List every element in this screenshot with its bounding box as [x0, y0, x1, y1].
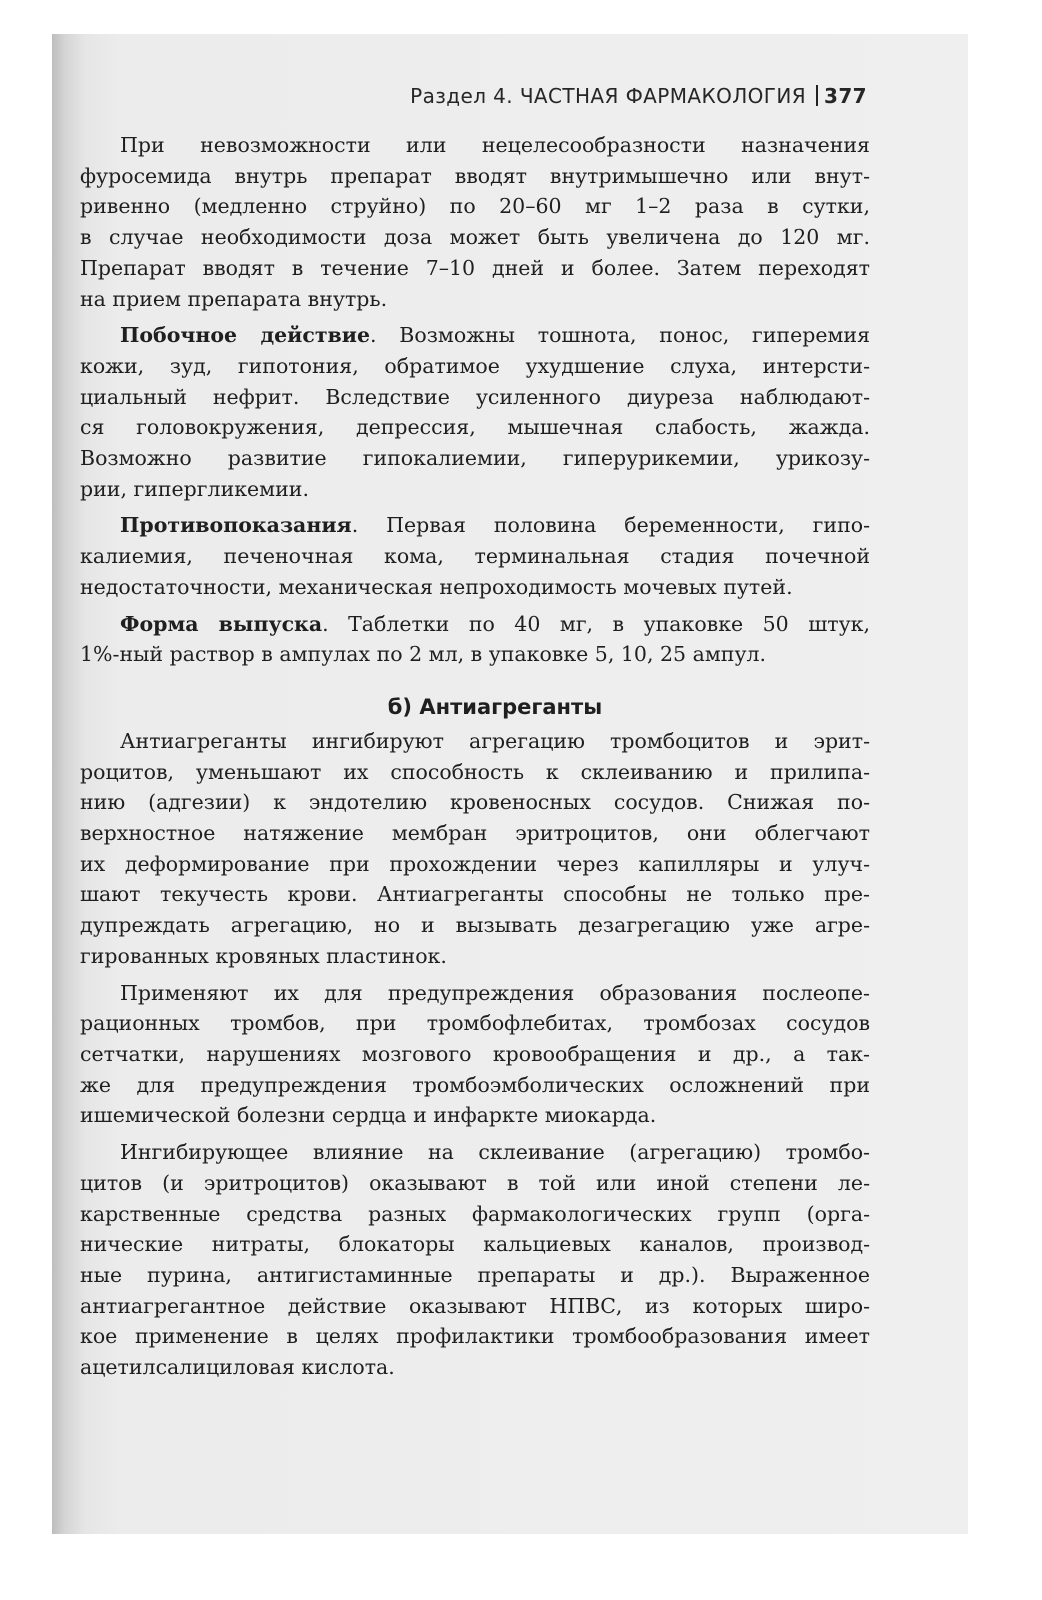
text-line: 1%-ный раствор в ампулах по 2 мл, в упаковке 5, 10, 25 ампул.: [80, 642, 767, 667]
page-number: 377: [824, 84, 867, 108]
text-line: Препарат вводят в течение 7–10 дней и более. Затем переходят: [80, 255, 870, 280]
paragraph-furosemide-administration: [80, 130, 870, 314]
text-line: недостаточности, механическая непроходимость мочевых путей.: [80, 574, 793, 599]
text-line: Ингибирующее влияние на склеивание (агрегацию) тромбо-: [120, 1140, 870, 1165]
paragraph-antiplatelet-intro: [80, 726, 870, 972]
scanned-page: [52, 34, 968, 1534]
text-line: ацетилсалициловая кислота.: [80, 1355, 395, 1380]
text-line: гированных кровяных пластинок.: [80, 943, 447, 968]
text-line: циальный нефрит. Вследствие усиленного диуреза наблюдают-: [80, 384, 870, 409]
text-line: нические нитраты, блокаторы кальциевых каналов, производ-: [80, 1232, 870, 1257]
text-line: [80, 510, 870, 541]
text-line: карственные средства разных фармакологических групп (орга-: [80, 1201, 870, 1226]
text-line: фуросемида внутрь препарат вводят внутримышечно или внут-: [80, 163, 870, 188]
text-line: Антиагреганты ингибируют агрегацию тромбоцитов и эрит-: [120, 728, 870, 753]
text-line: сетчатки, нарушениях мозгового кровообращения и др., а так-: [80, 1041, 870, 1066]
paragraph-side-effects: [80, 320, 870, 504]
text-line: ривенно (медленно струйно) по 20–60 мг 1–2 раза в сутки,: [80, 194, 870, 219]
header-divider: [816, 85, 818, 106]
running-header: [52, 84, 867, 108]
text-line: кое применение в целях профилактики тромбообразования имеет: [80, 1324, 870, 1349]
text-line: их деформирование при прохождении через капилляры и улуч-: [80, 851, 870, 876]
text-line: ся головокружения, депрессия, мышечная слабость, жажда.: [80, 415, 870, 440]
page-body: [80, 130, 870, 1389]
text-line: шают текучесть крови. Антиагреганты способны не только пре-: [80, 882, 870, 907]
text-line: дупреждать агрегацию, но и вызывать дезагрегацию уже агре-: [80, 913, 870, 938]
text-line: ные пурина, антигистаминные препараты и др.). Выраженное: [80, 1262, 870, 1287]
text-line: кожи, зуд, гипотония, обратимое ухудшение слуха, интерсти-: [80, 353, 870, 378]
contraindications-first-line: . Первая половина беременности, гипо-: [351, 513, 870, 538]
side-effects-label: Побочное действие: [120, 323, 371, 348]
text-line: Применяют их для предупреждения образования послеопе-: [120, 980, 870, 1005]
section-heading: Раздел 4. ЧАСТНАЯ ФАРМАКОЛОГИЯ: [410, 84, 807, 108]
text-line: цитов (и эритроцитов) оказывают в той или иной степени ле-: [80, 1170, 870, 1195]
paragraph-antiplatelet-drugs: [80, 1137, 870, 1383]
section-title: б) Антиагреганты: [387, 694, 603, 719]
side-effects-first-line: . Возможны тошнота, понос, гиперемия: [370, 323, 871, 348]
text-line: нию (адгезии) к эндотелию кровеносных сосудов. Снижая по-: [80, 790, 870, 815]
text-line: на прием препарата внутрь.: [80, 286, 388, 311]
text-line: рии, гипергликемии.: [80, 476, 309, 501]
release-form-label: Форма выпуска: [120, 611, 323, 636]
text-line: в случае необходимости доза может быть увеличена до 120 мг.: [80, 225, 870, 250]
paragraph-release-form: [80, 609, 870, 670]
text-line: рационных тромбов, при тромбофлебитах, тромбозах сосудов: [80, 1011, 870, 1036]
text-line: При невозможности или нецелесообразности назначения: [120, 133, 870, 157]
contraindications-label: Противопоказания: [120, 513, 352, 538]
text-line: [80, 609, 870, 640]
text-line: роцитов, уменьшают их способность к склеиванию и прилипа-: [80, 759, 870, 784]
text-line: же для предупреждения тромбоэмболических осложнений при: [80, 1072, 870, 1097]
paragraph-antiplatelet-usage: [80, 978, 870, 1132]
paragraph-contraindications: [80, 510, 870, 602]
text-line: [80, 320, 870, 351]
release-form-first-line: . Таблетки по 40 мг, в упаковке 50 штук,: [322, 611, 870, 636]
text-line: верхностное натяжение мембран эритроцитов, они облегчают: [80, 821, 870, 846]
text-line: антиагрегантное действие оказывают НПВС, из которых широ-: [80, 1293, 870, 1318]
text-line: калиемия, печеночная кома, терминальная стадия почечной: [80, 544, 870, 569]
text-line: Возможно развитие гипокалиемии, гиперурикемии, урикозу-: [80, 446, 870, 471]
text-line: ишемической болезни сердца и инфаркте миокарда.: [80, 1103, 657, 1128]
